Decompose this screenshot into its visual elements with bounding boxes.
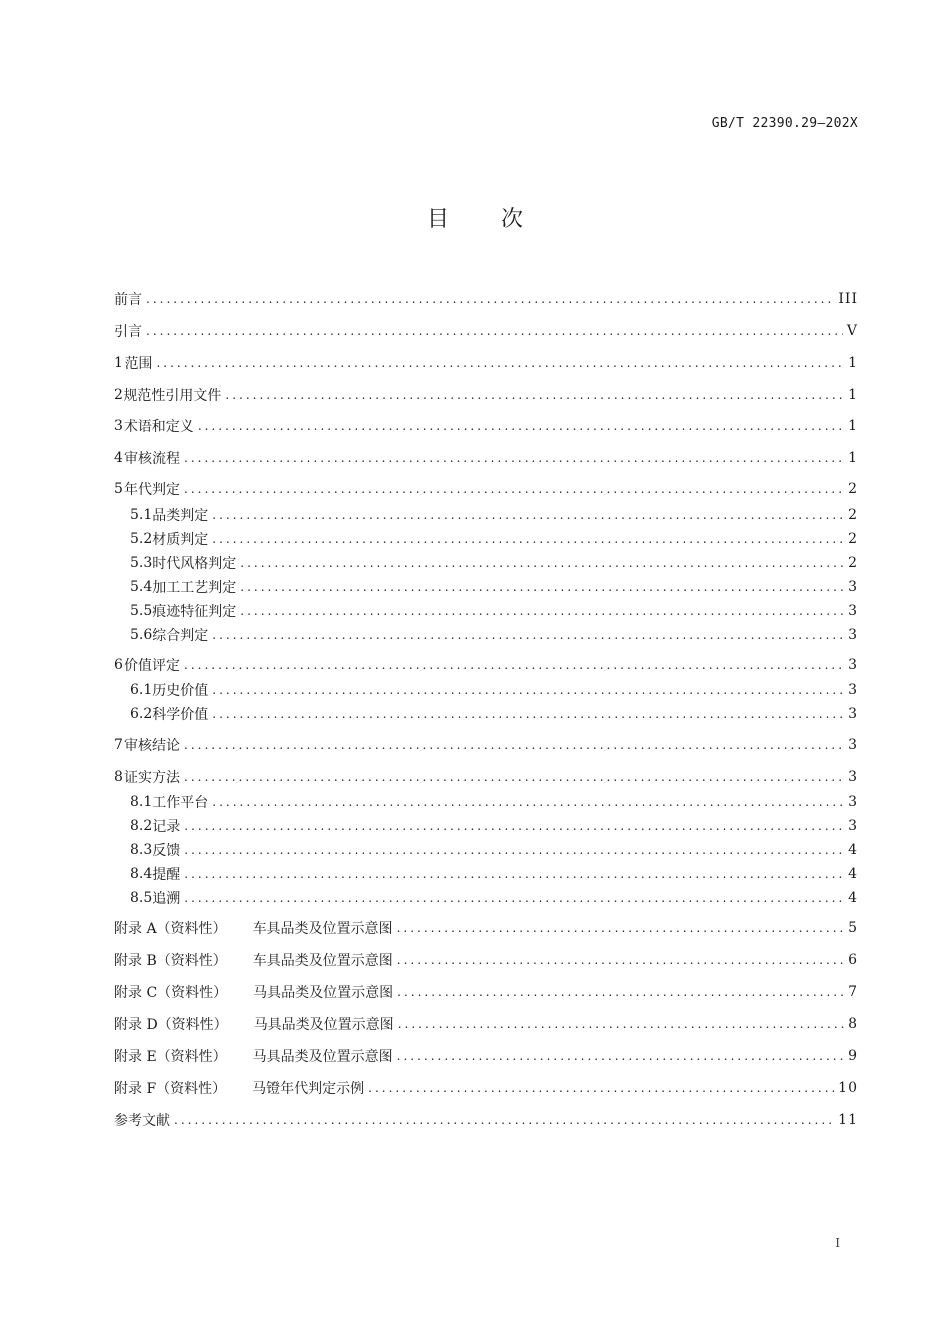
toc-dot-leader — [397, 1045, 844, 1067]
toc-dot-leader — [184, 766, 844, 788]
toc-entry-number: 4 — [114, 450, 123, 466]
toc-entry[interactable] — [130, 600, 858, 622]
toc-dot-leader — [146, 320, 843, 342]
toc-entry-label: 追溯 — [152, 891, 181, 907]
toc-appendix-heading: 附录 C（资料性） — [114, 985, 228, 1001]
toc-page-number: 9 — [848, 1048, 858, 1064]
toc-entry-label: 审核流程 — [124, 451, 181, 467]
toc-entry-label: 加工工艺判定 — [152, 580, 237, 596]
toc-dot-leader — [240, 552, 844, 574]
toc-entry-label: 规范性引用文件 — [123, 388, 222, 404]
toc-dot-leader — [184, 734, 844, 756]
toc-entry-label: 车具品类及位置示意图 — [252, 921, 393, 937]
toc-entry-label: 品类判定 — [152, 508, 209, 524]
toc-page-number: 3 — [848, 627, 858, 643]
toc-entry-number: 5.3 — [130, 555, 153, 571]
toc-dot-leader — [184, 447, 844, 469]
toc-entry-label: 范围 — [124, 356, 153, 372]
toc-entry[interactable] — [130, 815, 858, 837]
toc-entry[interactable] — [114, 1013, 858, 1035]
toc-entry[interactable] — [130, 679, 858, 701]
toc-entry-label: 记录 — [152, 819, 181, 835]
toc-dot-leader — [212, 791, 844, 813]
toc-entry-label: 术语和定义 — [123, 419, 194, 435]
toc-entry-number: 5.5 — [130, 603, 153, 619]
toc-entry-number: 8.5 — [130, 890, 153, 906]
toc-entry[interactable] — [130, 528, 858, 550]
toc-page-number: 6 — [848, 952, 858, 968]
toc-page-number: III — [838, 291, 858, 307]
toc-entry-number: 6 — [114, 657, 123, 673]
toc-entry-label: 马镫年代判定示例 — [252, 1081, 365, 1097]
toc-entry[interactable] — [130, 863, 858, 885]
toc-entry-label: 科学价值 — [152, 707, 209, 723]
toc-dot-leader — [184, 815, 844, 837]
toc-dot-leader — [397, 917, 845, 939]
toc-entry-label: 时代风格判定 — [152, 556, 237, 572]
toc-page-number: 1 — [848, 418, 858, 434]
toc-entry[interactable] — [114, 415, 858, 437]
toc-entry-number: 8.2 — [130, 818, 153, 834]
toc-dot-leader — [398, 1013, 844, 1035]
toc-appendix-heading: 附录 E（资料性） — [114, 1049, 227, 1065]
toc-entry-number: 8.1 — [130, 794, 153, 810]
toc-entry-number: 5.6 — [130, 627, 153, 643]
toc-entry-label: 综合判定 — [152, 628, 209, 644]
toc-entry[interactable] — [114, 734, 858, 756]
toc-dot-leader — [184, 839, 844, 861]
toc-entry[interactable] — [114, 288, 858, 310]
toc-entry[interactable] — [114, 1109, 858, 1131]
toc-entry-number: 3 — [114, 418, 123, 434]
toc-entry[interactable] — [130, 552, 858, 574]
toc-dot-leader — [368, 1077, 834, 1099]
toc-entry-number: 8.4 — [130, 866, 153, 882]
toc-dot-leader — [184, 654, 844, 676]
toc-entry-number: 5 — [114, 481, 123, 497]
toc-entry-label: 痕迹特征判定 — [152, 604, 237, 620]
toc-entry[interactable] — [114, 949, 858, 971]
toc-title-part1: 目 — [426, 207, 449, 232]
toc-entry[interactable] — [130, 624, 858, 646]
toc-entry-number: 5.4 — [130, 579, 153, 595]
toc-entry[interactable] — [114, 478, 858, 500]
toc-dot-leader — [212, 528, 844, 550]
toc-page-number: 10 — [838, 1080, 858, 1096]
toc-entry[interactable] — [114, 384, 858, 406]
toc-entry-label: 材质判定 — [152, 532, 209, 548]
toc-entry[interactable] — [114, 654, 858, 676]
toc-dot-leader — [212, 624, 844, 646]
toc-page-number: 1 — [848, 387, 858, 403]
toc-page-number: V — [846, 323, 858, 339]
toc-entry-label: 马具品类及位置示意图 — [252, 1049, 393, 1065]
toc-page-number: 2 — [848, 507, 858, 523]
toc-page-number: 3 — [848, 794, 858, 810]
standard-code: GB/T 22390.29—202X — [711, 116, 858, 131]
toc-entry-label: 车具品类及位置示意图 — [252, 953, 393, 969]
toc-entry-label: 审核结论 — [124, 738, 181, 754]
toc-entry[interactable] — [130, 576, 858, 598]
toc-page-number: 5 — [848, 920, 858, 936]
toc-page-number: 3 — [848, 737, 858, 753]
toc-dot-leader — [198, 415, 844, 437]
toc-entry-label: 价值评定 — [124, 658, 181, 674]
toc-page-number: 4 — [848, 842, 858, 858]
toc-entry[interactable] — [114, 447, 858, 469]
toc-entry[interactable] — [130, 887, 858, 909]
toc-entry-label: 前言 — [114, 292, 142, 308]
toc-entry-number: 6.1 — [130, 682, 153, 698]
toc-page-number: 11 — [838, 1112, 858, 1128]
toc-page-number: 3 — [848, 769, 858, 785]
toc-page-number: 2 — [848, 531, 858, 547]
toc-appendix-heading: 附录 D（资料性） — [114, 1017, 228, 1033]
toc-entry-label: 证实方法 — [124, 770, 181, 786]
toc-page-number: 2 — [848, 555, 858, 571]
toc-dot-leader — [212, 504, 844, 526]
toc-page-number: 3 — [848, 603, 858, 619]
toc-entry-label: 历史价值 — [152, 683, 209, 699]
toc-dot-leader — [397, 981, 844, 1003]
toc-dot-leader — [212, 703, 844, 725]
page-number: I — [835, 1236, 840, 1250]
toc-dot-leader — [397, 949, 844, 971]
toc-entry[interactable] — [114, 1077, 858, 1099]
toc-entry-number: 8 — [114, 769, 123, 785]
toc-dot-leader — [146, 288, 834, 310]
toc-page-number: 4 — [848, 890, 858, 906]
toc-entry-label: 年代判定 — [124, 482, 181, 498]
toc-entry[interactable] — [114, 981, 858, 1003]
toc-page-number: 2 — [848, 481, 858, 497]
toc-dot-leader — [184, 478, 844, 500]
toc-page-number: 8 — [848, 1016, 858, 1032]
toc-entry-label: 工作平台 — [152, 795, 209, 811]
toc-entry-label: 反馈 — [152, 843, 181, 859]
toc-entry-number: 2 — [114, 387, 123, 403]
toc-entry-number: 5.2 — [130, 531, 153, 547]
toc-entry-number: 6.2 — [130, 706, 153, 722]
toc-entry[interactable] — [114, 352, 858, 374]
toc-entry-number: 1 — [114, 355, 123, 371]
toc-dot-leader — [174, 1109, 834, 1131]
toc-appendix-heading: 附录 B（资料性） — [114, 953, 227, 969]
toc-page-number: 3 — [848, 706, 858, 722]
toc-entry-label: 马具品类及位置示意图 — [253, 985, 394, 1001]
toc-entry-label: 引言 — [114, 324, 142, 340]
toc-page-number: 3 — [848, 657, 858, 673]
toc-entry[interactable] — [114, 320, 858, 342]
toc-page-number: 3 — [848, 579, 858, 595]
toc-page-number: 3 — [848, 682, 858, 698]
toc-dot-leader — [212, 679, 844, 701]
toc-page-number: 4 — [848, 866, 858, 882]
toc-dot-leader — [225, 384, 844, 406]
toc-entry-label: 参考文献 — [114, 1113, 170, 1129]
toc-dot-leader — [240, 576, 844, 598]
toc-entry[interactable] — [130, 504, 858, 526]
toc-dot-leader — [156, 352, 844, 374]
toc-entry[interactable] — [114, 766, 858, 788]
toc-dot-leader — [240, 600, 844, 622]
toc-entry-label: 马具品类及位置示意图 — [253, 1017, 394, 1033]
toc-appendix-heading: 附录 F（资料性） — [114, 1081, 227, 1097]
toc-entry[interactable] — [114, 1045, 858, 1067]
toc-entry-number: 8.3 — [130, 842, 153, 858]
toc-dot-leader — [184, 863, 844, 885]
toc-entry-number: 7 — [114, 737, 123, 753]
toc-entry-label: 提醒 — [152, 867, 181, 883]
toc-entry[interactable] — [114, 917, 858, 939]
toc-page-number: 3 — [848, 818, 858, 834]
toc-page-number: 1 — [848, 450, 858, 466]
toc-entry[interactable] — [130, 703, 858, 725]
toc-title-part2: 次 — [501, 207, 524, 232]
toc-appendix-heading: 附录 A（资料性） — [114, 921, 227, 937]
toc-title — [0, 202, 950, 233]
toc-dot-leader — [184, 887, 844, 909]
toc-entry-number: 5.1 — [130, 507, 153, 523]
toc-entry[interactable] — [130, 839, 858, 861]
toc-page-number: 7 — [848, 984, 858, 1000]
toc-page-number: 1 — [848, 355, 858, 371]
toc-entry[interactable] — [130, 791, 858, 813]
